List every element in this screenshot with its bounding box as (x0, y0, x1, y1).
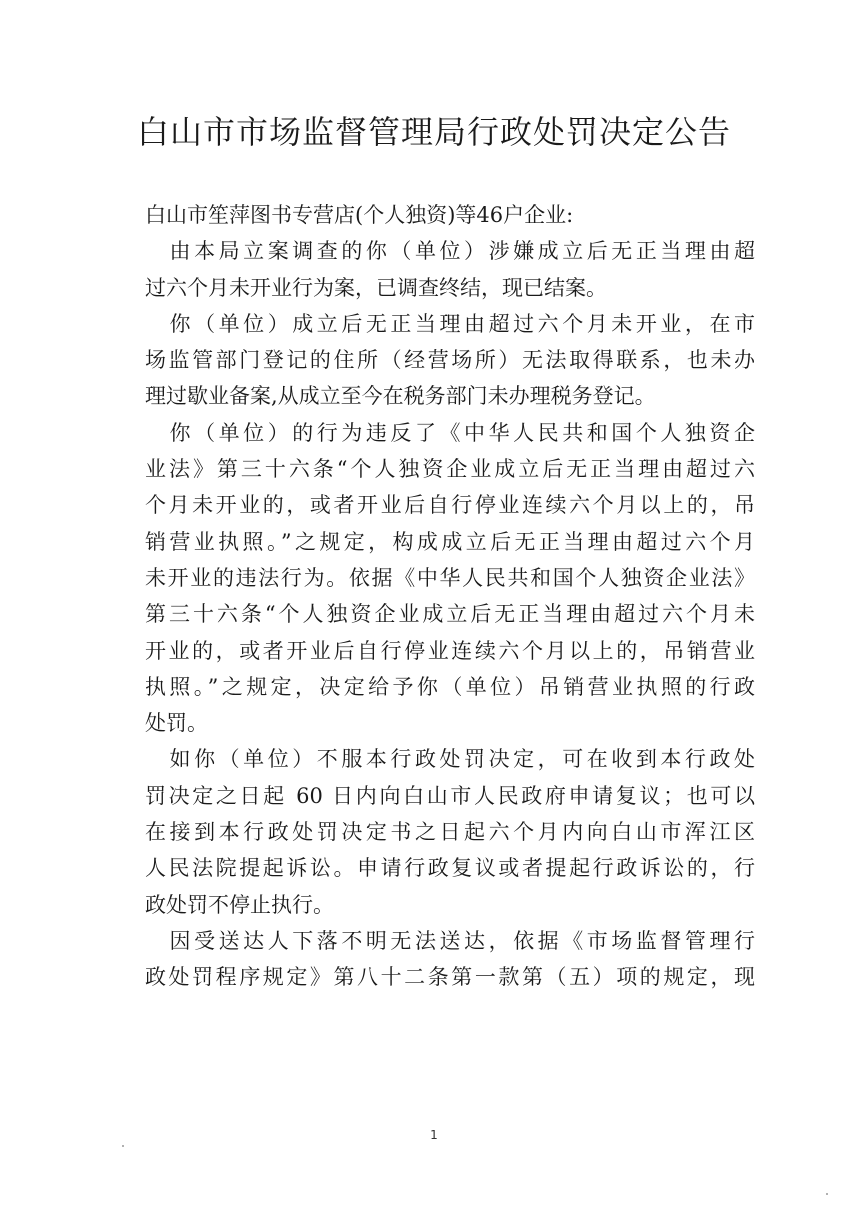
addressee-line: 白山市笙萍图书专营店(个人独资)等46户企业: (145, 203, 574, 227)
paragraph-line: 第三十六条“个人独资企业成立后无正当理由超过六个月未 (145, 602, 755, 627)
paragraph-line: 过六个月未开业行为案，已调查终结，现已结案。 (145, 275, 607, 300)
paragraph-line: 因受送达人下落不明无法送达，依据《市场监督管理行 (145, 928, 755, 953)
paragraph-line: 处罚。 (145, 711, 208, 736)
paragraph-line: 开业的，或者开业后自行停业连续六个月以上的，吊销营业 (145, 638, 755, 663)
paragraph-line: 你（单位）的行为违反了《中华人民共和国个人独资企 (145, 420, 755, 445)
paragraph-line: 理过歇业备案,从成立至今在税务部门未办理税务登记。 (145, 384, 656, 409)
paragraph-appeal-rights (145, 741, 755, 922)
paragraph-line: 如你（单位）不服本行政处罚决定，可在收到本行政处 (145, 747, 755, 772)
paragraph-line: 政处罚程序规定》第八十二条第一款第（五）项的规定，现 (145, 965, 755, 990)
paragraph-line: 你（单位）成立后无正当理由超过六个月未开业，在市 (145, 311, 755, 336)
document-body (145, 197, 755, 996)
scan-speck (122, 1145, 124, 1147)
paragraph-line: 人民法院提起诉讼。申请行政复议或者提起行政诉讼的，行 (145, 856, 755, 881)
paragraph-line: 业法》第三十六条“个人独资企业成立后无正当理由超过六 (145, 457, 755, 482)
paragraph-line: 政处罚不停止执行。 (145, 892, 334, 917)
paragraph-service-notice (145, 923, 755, 996)
paragraph-line: 罚决定之日起 60 日内向白山市人民政府申请复议；也可以 (145, 783, 755, 808)
paragraph-line: 未开业的违法行为。依据《中华人民共和国个人独资企业法》 (145, 565, 755, 590)
page-number: 1 (430, 1128, 438, 1142)
paragraph-facts (145, 306, 755, 415)
paragraph-line: 个月未开业的，或者开业后自行停业连续六个月以上的，吊 (145, 493, 755, 518)
paragraph-line: 由本局立案调查的你（单位）涉嫌成立后无正当理由超 (145, 239, 755, 264)
paragraph-line: 销营业执照。”之规定，构成成立后无正当理由超过六个月 (145, 529, 755, 554)
document-title: 白山市市场监督管理局行政处罚决定公告 (136, 113, 731, 151)
paragraph-legal-basis (145, 415, 755, 742)
paragraph-line: 在接到本行政处罚决定书之日起六个月内向白山市浑江区 (145, 820, 755, 845)
paragraph-line: 场监管部门登记的住所（经营场所）无法取得联系，也未办 (145, 348, 755, 373)
paragraph-line: 执照。”之规定，决定给予你（单位）吊销营业执照的行政 (145, 674, 755, 699)
paragraph-investigation (145, 233, 755, 306)
scan-speck (826, 1193, 828, 1195)
